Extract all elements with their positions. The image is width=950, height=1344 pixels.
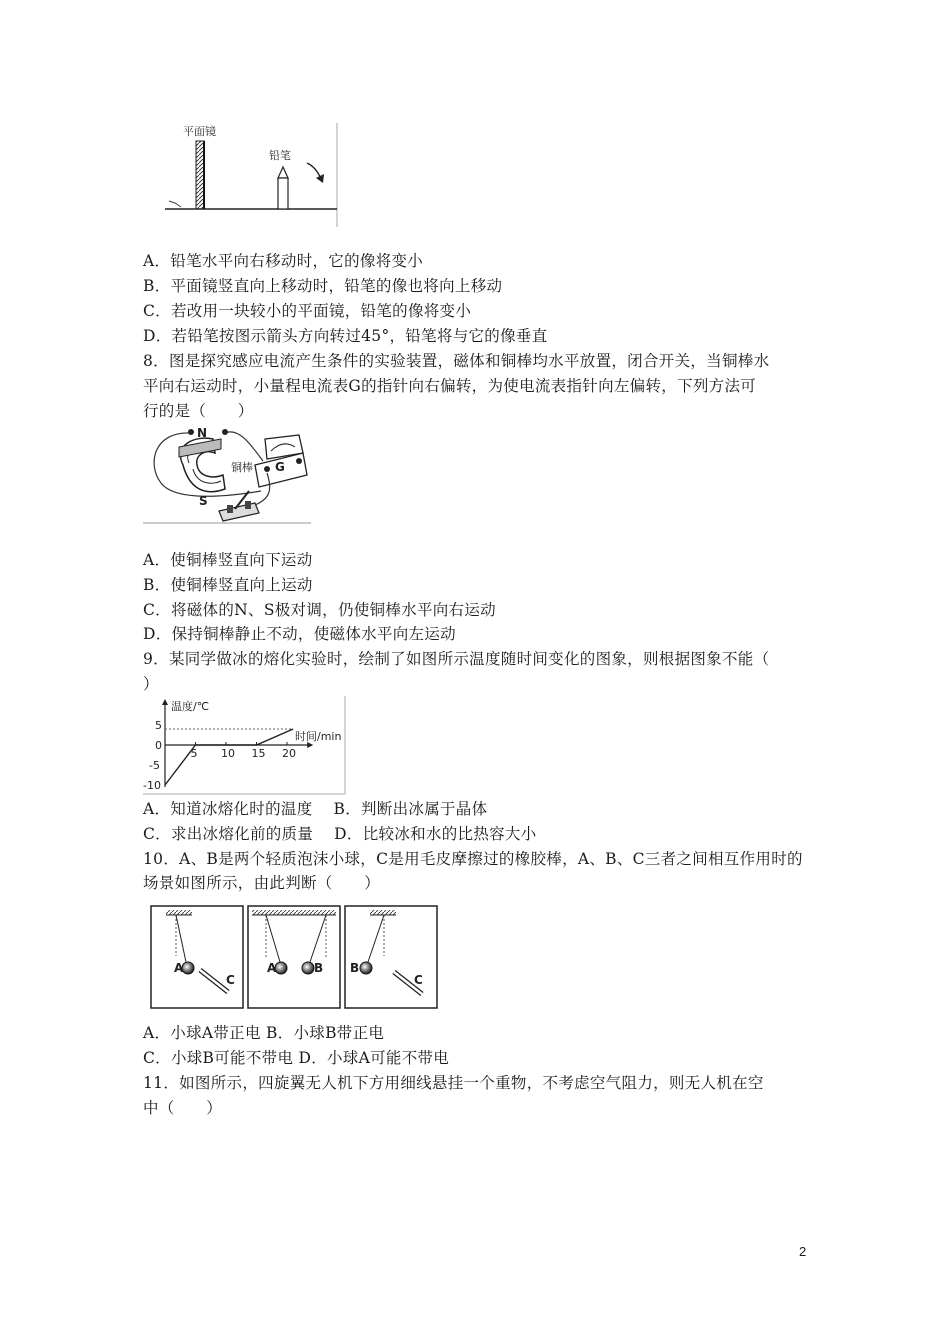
y-tick-label: -5 [149, 759, 160, 772]
y-axis-arrow [162, 699, 168, 705]
q10-stem-line-2: 场景如图所示，由此判断（ ） [143, 874, 381, 892]
q10-options-line-2: C．小球B可能不带电 D．小球A可能不带电 [143, 1049, 450, 1067]
q11-stem-line-2: 中（ ） [143, 1099, 223, 1117]
ball-b-label-2: B [350, 961, 360, 975]
q9-stem-line-1: 9．某同学做冰的熔化实验时，绘制了如图所示温度随时间变化的图象，则根据图象不能（ [143, 650, 770, 668]
q7-option-c: C．若改用一块较小的平面镜，铅笔的像将变小 [143, 302, 472, 320]
x-tick-label: 5 [190, 747, 198, 760]
q7-option-b: B．平面镜竖直向上移动时，铅笔的像也将向上移动 [143, 277, 503, 295]
q10-options-line-1: A．小球A带正电 B．小球B带正电 [143, 1024, 385, 1042]
south-pole-label: S [199, 494, 208, 508]
rod-c-label-2: C [414, 973, 423, 987]
panel-2 [248, 906, 340, 1008]
pencil-label: 铅笔 [269, 149, 291, 162]
y-tick-label: 5 [155, 719, 162, 732]
q8-option-c: C．将磁体的N、S极对调，仍使铜棒水平向右运动 [143, 601, 496, 619]
q7-option-d: D．若铅笔按图示箭头方向转过45°，铅笔将与它的像垂直 [143, 327, 548, 345]
y-axis-label: 温度/℃ [171, 700, 210, 713]
q9-options-line-2: C．求出冰熔化前的质量 D．比较冰和水的比热容大小 [143, 825, 537, 843]
x-tick-label: 10 [221, 747, 235, 760]
q8-option-d: D．保持铜棒静止不动，使磁体水平向左运动 [143, 625, 456, 643]
ball-a-label-2: A [267, 961, 277, 975]
q7-option-a: A．铅笔水平向右移动时，它的像将变小 [143, 252, 424, 270]
y-tick-label: 0 [155, 739, 162, 752]
q8-option-a: A．使铜棒竖直向下运动 [143, 551, 313, 569]
q9-options-line-1: A．知道冰熔化时的温度 B．判断出冰属于晶体 [143, 800, 488, 818]
q10-stem-line-1: 10．A、B是两个轻质泡沫小球，C是用毛皮摩擦过的橡胶棒，A、B、C三者之间相互作用时的 [143, 850, 803, 868]
mirror-pencil-figure [143, 123, 341, 227]
panel-3 [345, 906, 437, 1008]
y-tick-label: -10 [143, 779, 161, 792]
mirror-label: 平面镜 [183, 125, 216, 138]
copper-rod-label: 铜棒 [231, 461, 253, 474]
north-pole-label: N [197, 426, 208, 440]
melting-chart [143, 696, 348, 796]
ball-b-label: B [314, 961, 324, 975]
meter-g-label: G [275, 460, 285, 474]
ball-a-label: A [174, 961, 184, 975]
page-number: 2 [799, 1244, 807, 1259]
panel-1 [151, 906, 243, 1008]
x-tick-label: 20 [282, 747, 296, 760]
x-axis-label: 时间/min [295, 730, 342, 743]
q8-stem-line-1: 8．图是探究感应电流产生条件的实验装置，磁体和铜棒均水平放置，闭合开关，当铜棒水 [143, 352, 770, 370]
q11-stem-line-1: 11．如图所示，四旋翼无人机下方用细线悬挂一个重物，不考虑空气阻力，则无人机在空 [143, 1074, 764, 1092]
q8-stem-line-3: 行的是（ ） [143, 402, 254, 420]
induction-apparatus-figure [143, 425, 313, 525]
q8-stem-line-2: 平向右运动时，小量程电流表G的指针向右偏转，为使电流表指针向左偏转，下列方法可 [143, 377, 757, 395]
rod-c-label: C [226, 973, 235, 987]
q8-option-b: B．使铜棒竖直向上运动 [143, 576, 313, 594]
charged-balls-figure [148, 904, 442, 1012]
q9-stem-line-2: ） [143, 675, 159, 693]
x-tick-label: 15 [251, 747, 266, 760]
